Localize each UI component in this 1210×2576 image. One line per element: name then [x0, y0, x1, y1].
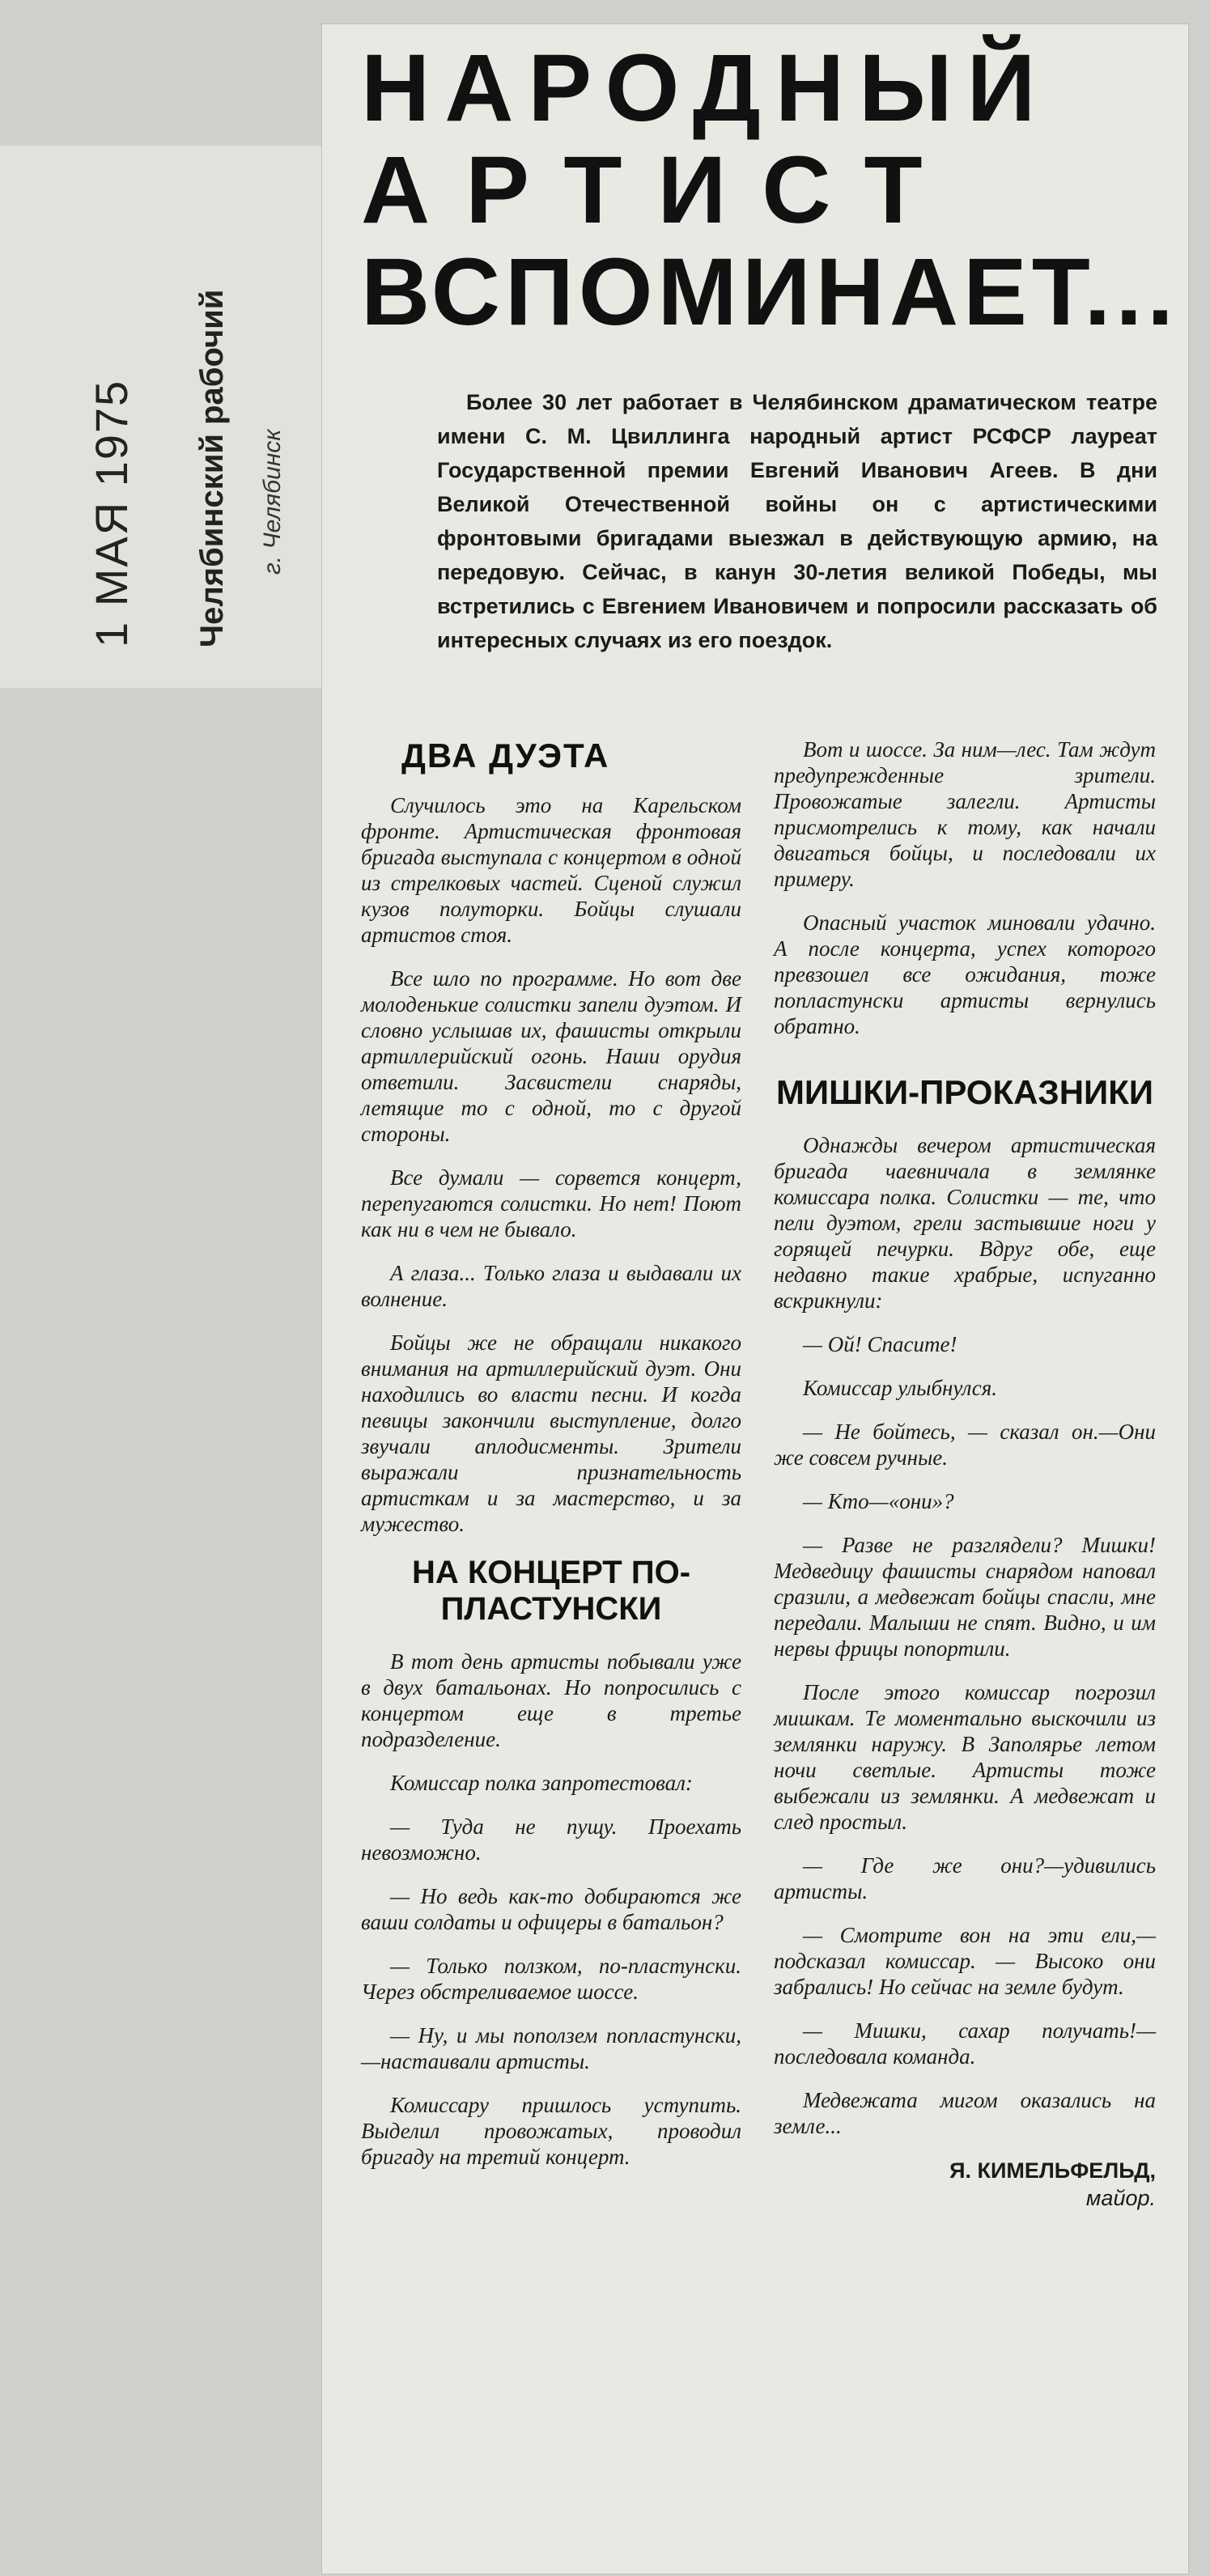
archive-date-stamp: 1 МАЯ 1975	[86, 379, 137, 647]
right-column	[774, 736, 1156, 2212]
paragraph: — Ну, и мы поползем попластунски,—настаивали артисты.	[361, 2022, 741, 2073]
paragraph: — Где же они?—удивились артисты.	[774, 1853, 1156, 1904]
paragraph: — Мишки, сахар получать!— последовала команда.	[774, 2018, 1156, 2069]
paragraph: Комиссар полка запротестовал:	[390, 1770, 693, 1795]
paragraph: Все шло по программе. Но вот две молоденькие солистки запели дуэтом. И словно услышав их, фашисты открыли артиллерийский огонь. Наши орудия ответили. Засвистели снаряды, летящие то с одной, то с другой стороны.	[361, 966, 741, 1147]
archive-newspaper-name: Челябинский рабочий	[194, 289, 230, 647]
article-lead: Более 30 лет работает в Челябинском драматическом театре имени С. М. Цвиллинга народный артист РСФСР лауреат Государственной премии Евгений Иванович Агеев. В дни Великой Отечественной войны он с артистическими фронтовыми бригадами выезжал в действующую армию, на передовую. Сейчас, в канун 30-летия великой Победы, мы встретились с Евгением Ивановичем и попросили рассказать об интересных случаях из его поездок.	[437, 390, 1157, 652]
paragraph: Комиссару пришлось уступить. Выделил провожатых, проводил бригаду на третий концерт.	[361, 2092, 741, 2169]
paragraph: Вот и шоссе. За ним—лес. Там ждут предупрежденные зрители. Провожатые залегли. Артисты присмотрелись к тому, как начали двигаться бойцы, и последовали их примеру.	[774, 737, 1156, 891]
paragraph: Все думали — сорвется концерт, перепугаются солистки. Но нет! Поют как ни в чем не бывало.	[361, 1165, 741, 1242]
paragraph: Однажды вечером артистическая бригада чаевничала в землянке комиссара полка. Солистки — те, что пели дуэтом, грели застывшие ноги у горящей печурки. Вдруг обе, еще недавно такие храбрые, испуганно вскрикнули:	[774, 1133, 1156, 1313]
author-name: Я. КИМЕЛЬФЕЛЬД,	[949, 2158, 1156, 2183]
paragraph: — Но ведь как-то добираются же ваши солдаты и офицеры в батальон?	[361, 1883, 741, 1934]
article-headline	[361, 35, 1178, 346]
section-title-prankster-bears: МИШКИ-ПРОКАЗНИКИ	[775, 1073, 1154, 1111]
headline-line-1: НАРОДНЫЙ	[361, 35, 1051, 142]
newspaper-clipping	[322, 24, 1188, 2574]
author-signature	[774, 2157, 1156, 2212]
left-column	[361, 728, 741, 2188]
paragraph: — Ой! Спасите!	[803, 1332, 957, 1357]
paragraph: — Разве не разглядели? Мишки! Медведицу фашисты снарядом наповал сразили, а медвежат бойцы спасли, мне передали. Малыши не спят. Видно, и им нервы фрицы попортили.	[774, 1533, 1156, 1661]
paragraph: Бойцы же не обращали никакого внимания на артиллерийский дуэт. Они находились во власти песни. И когда певицы закончили выступление, долго звучали аплодисменты. Зрители выражали признательность артисткам и за мастерство, и за мужество.	[361, 1330, 741, 1537]
paragraph: После этого комиссар погрозил мишкам. Те моментально выскочили из землянки наружу. В Заполярье летом ночи светлые. Артисты тоже выбежали из землянки. А медвежат и след простыл.	[774, 1680, 1156, 1835]
paragraph: — Не бойтесь, — сказал он.—Они же совсем ручные.	[774, 1420, 1156, 1470]
paragraph: — Туда не пущу. Проехать невозможно.	[361, 1814, 741, 1865]
paragraph: Случилось это на Карельском фронте. Артистическая фронтовая бригада выступала с концертом в одной из стрелковых частей. Сценой служил кузов полуторки. Бойцы слушали артистов стоя.	[361, 793, 741, 948]
paragraph: — Кто—«они»?	[803, 1489, 954, 1514]
headline-line-3: ВСПОМИНАЕТ...	[361, 239, 1178, 346]
paragraph: В тот день артисты побывали уже в двух батальонах. Но попросились с концертом еще в третье подразделение.	[361, 1649, 741, 1751]
headline-line-2: АРТИСТ	[361, 137, 958, 244]
author-rank: майор.	[1085, 2186, 1156, 2211]
archive-city-name: г. Челябинск	[259, 429, 286, 575]
section-title-two-duets: ДВА ДУЭТА	[401, 736, 610, 774]
paragraph: Медвежата мигом оказались на земле...	[774, 2088, 1156, 2139]
paragraph: — Смотрите вон на эти ели,—подсказал комиссар. — Высоко они забрались! Но сейчас на земле будут.	[774, 1923, 1156, 2000]
archive-stamp-card	[0, 146, 324, 688]
paragraph: Опасный участок миновали удачно. А после концерта, успех которого превзошел все ожидания, тоже попластунски артисты вернулись обратно.	[774, 910, 1156, 1038]
paragraph: А глаза... Только глаза и выдавали их волнение.	[361, 1261, 741, 1312]
paragraph: — Только ползком, по-пластунски. Через обстреливаемое шоссе.	[361, 1953, 741, 2004]
paragraph: Комиссар улыбнулся.	[803, 1376, 998, 1401]
section-title-crawl-concert: НА КОНЦЕРТ ПО-ПЛАСТУНСКИ	[411, 1555, 691, 1627]
